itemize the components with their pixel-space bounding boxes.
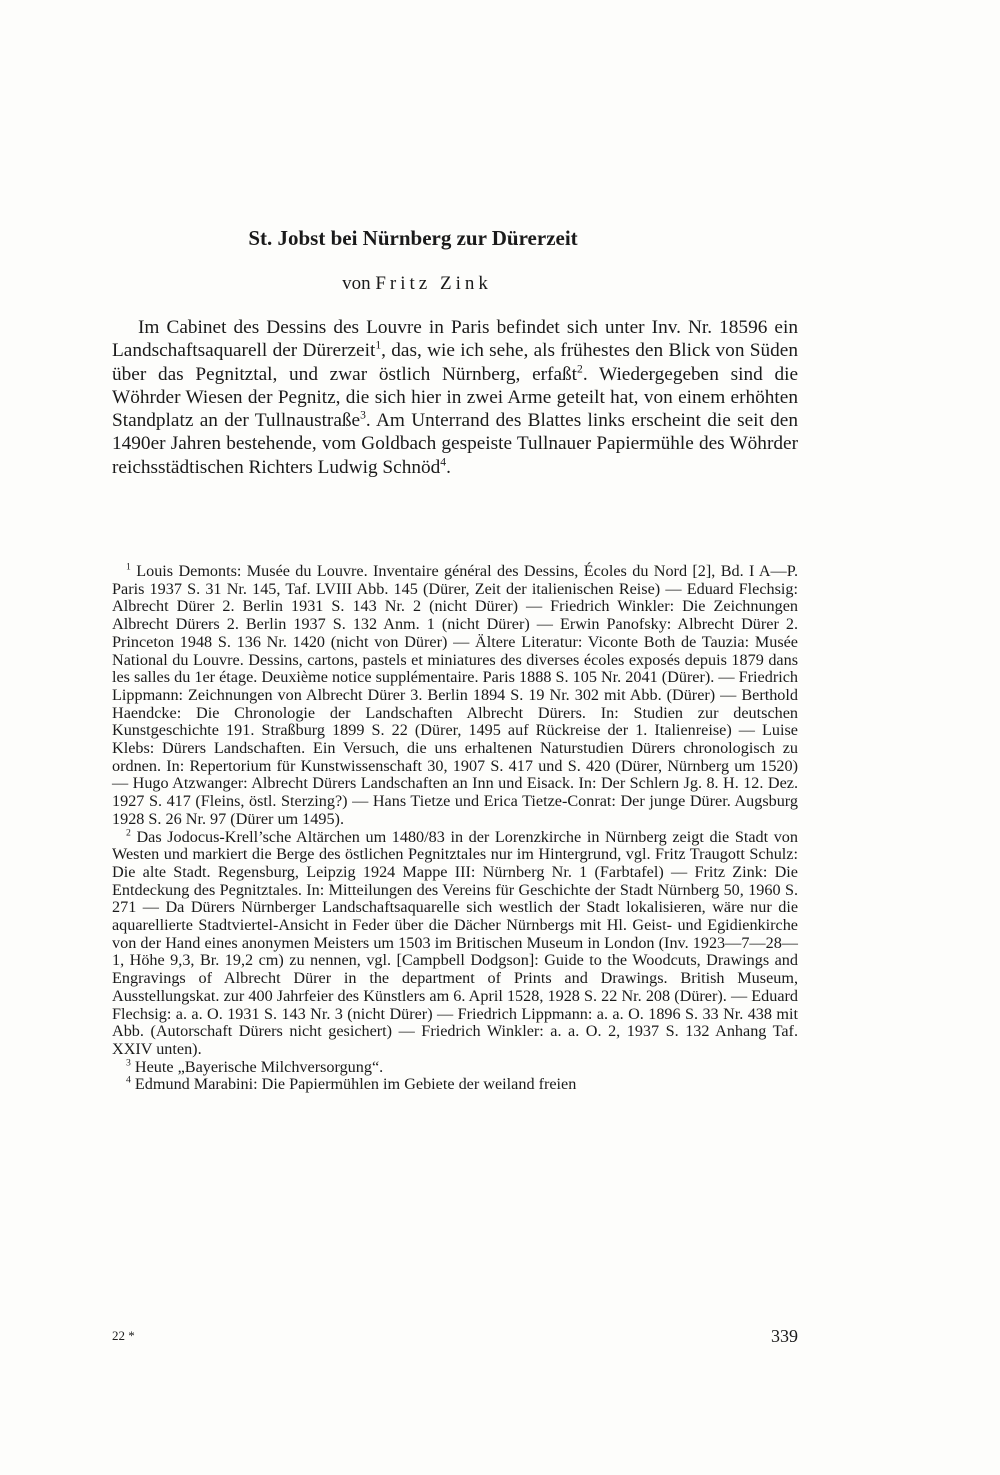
footnote [112,563,798,829]
footnotes-section [112,563,798,1094]
byline-prefix: von [342,273,376,294]
body-text-segment: . Am Unterrand des Blattes links erscheint die seit den 1490er Jahren bestehende, vom Goldbach gespeiste Tullnauer Papiermühle des Wöhrder reichsstädtischen Richters Ludwig Schnöd [112,410,798,478]
page-number: 339 [771,1326,798,1346]
footnote-reference: 2 [577,362,583,376]
footnote-text: Das Jodocus-Krell’sche Altärchen um 1480/83 in der Lorenzkirche in Nürnberg zeigt die Stadt von Westen und markiert die Berge des östlichen Pegnitztales nur im Hintergrund, vgl. Fritz Traugott Schulz: Die alte Stadt. Regensburg, Leipzig 1924 Mappe III: Nürnberg Nr. 1 (Farbtafel) — Fritz Zink: Die Entdeckung des Pegnitztales. In: Mitteilungen des Vereins für Geschichte der Stadt Nürnberg 50, 1960 S. 271 — Da Dürers Nürnberger Landschaftsaquarelle sich westlich der Stadt lokalisieren, wäre nur die aquarellierte Stadtviertel-Ansicht in Feder über die Dächer Nürnbergs mit Hl. Geist- und Egidienkirche von der Hand eines anonymen Meisters um 1503 im Britischen Museum in London (Inv. 1923—7—28—1, Höhe 9,3, Br. 19,2 cm) zu nennen, vgl. [Campbell Dodgson]: Guide to the Woodcuts, Drawings and Engravings of Albrecht Dürer in the department of Prints and Drawings. British Museum, Ausstellungskat. zur 400 Jahrfeier des Künstlers am 6. April 1528, 1928 S. 22 Nr. 208 (Dürer). — Eduard Flechsig: a. a. O. 1931 S. 143 Nr. 3 (nicht Dürer) — Friedrich Lippmann: a. a. O. 1896 S. 33 Nr. 438 mit Abb. (Autorschaft Dürers nicht gesichert) — Friedrich Winkler: a. a. O. 2, 1937 S. 132 Anhang Taf. XXIV unten). [112,827,798,1058]
footnote-reference: 4 [440,455,447,469]
footnote-reference: 1 [375,338,382,352]
body-paragraph [112,316,798,479]
footnote [112,1059,798,1077]
body-text-segment: . Wiedergegeben sind die Wöhrder Wiesen der Pegnitz, die sich hier in zwei Arme geteilt hat, von einem erhöhten Standplatz an der Tullnaustraße [112,363,798,432]
body-text-segment: . [446,456,451,478]
footnote-text: Louis Demonts: Musée du Louvre. Inventaire général des Dessins, Écoles du Nord [2], Bd. I A—P. Paris 1937 S. 31 Nr. 145, Taf. LVIII Abb. 145 (Dürer, Zeit der italienischen Reise) — Eduard Flechsig: Albrecht Dürer 2. Berlin 1931 S. 143 Nr. 2 (nicht Dürer) — Friedrich Winkler: Die Zeichnungen Albrecht Dürers 2. Berlin 1937 S. 132 Anm. 1 (nicht Dürer) — Erwin Panofsky: Albrecht Dürer 2. Princeton 1948 S. 136 Nr. 1420 (nicht von Dürer) — Ältere Literatur: Viconte Both de Tauzia: Musée National du Louvre. Dessins, cartons, pastels et miniatures des diverses écoles exposés depuis 1879 dans les salles du 1er étage. Deuxième notice supplémentaire. Paris 1888 S. 105 Nr. 2041 (Dürer). — Friedrich Lippmann: Zeichnungen von Albrecht Dürer 3. Berlin 1894 S. 19 Nr. 302 mit Abb. (Dürer) — Berthold Haendcke: Die Chronologie der Landschaften Albrecht Dürers. In: Studien zur deutschen Kunstgeschichte 191. Straßburg 1899 S. 22 (Dürer, 1495 auf Rückreise der 1. Italienreise) — Luise Klebs: Dürers Landschaften. Ein Versuch, die uns erhaltenen Naturstudien Dürers chronologisch zu ordnen. In: Repertorium für Kunstwissenschaft 30, 1907 S. 417 und S. 420 (Dürer, Nürnberg um 1520) — Hugo Atzwanger: Albrecht Dürers Landschaften an Inn und Eisack. In: Der Schlern Jg. 8. H. 12. Dez. 1927 S. 417 (Fleins, östl. Sterzing?) — Hans Tietze und Erica Tietze-Conrat: Der junge Dürer. Augsburg 1928 S. 26 Nr. 97 (Dürer um 1495). [112,562,798,828]
footnote-text: Heute „Bayerische Milchversorgung“. [130,1057,384,1076]
footnote-mark: 1 [126,561,131,573]
footnote [112,1076,798,1094]
footnote [112,829,798,1059]
footnote-mark: 3 [126,1057,131,1069]
article-title: St. Jobst bei Nürnberg zur Dürerzeit [248,226,578,250]
footnote-text: Edmund Marabini: Die Papiermühlen im Gebiete der weiland freien [130,1075,577,1094]
author-name: Fritz Zink [375,273,492,294]
article-byline [112,273,798,295]
footnote-mark: 2 [126,827,131,839]
printer-signature: 22 * [112,1328,135,1343]
body-text-segment: Im Cabinet des Dessins des Louvre in Paris befindet sich unter Inv. Nr. 18596 ein Landschaftsaquarell der Dürerzeit [112,317,798,362]
document-page [112,0,798,1475]
footnote-mark: 4 [126,1075,131,1086]
body-text-segment: , das, wie ich sehe, als frühestes den Blick von Süden über das Pegnitztal, und zwar östlich Nürnberg, erfaßt [112,340,798,385]
footnote-reference: 3 [360,408,366,422]
